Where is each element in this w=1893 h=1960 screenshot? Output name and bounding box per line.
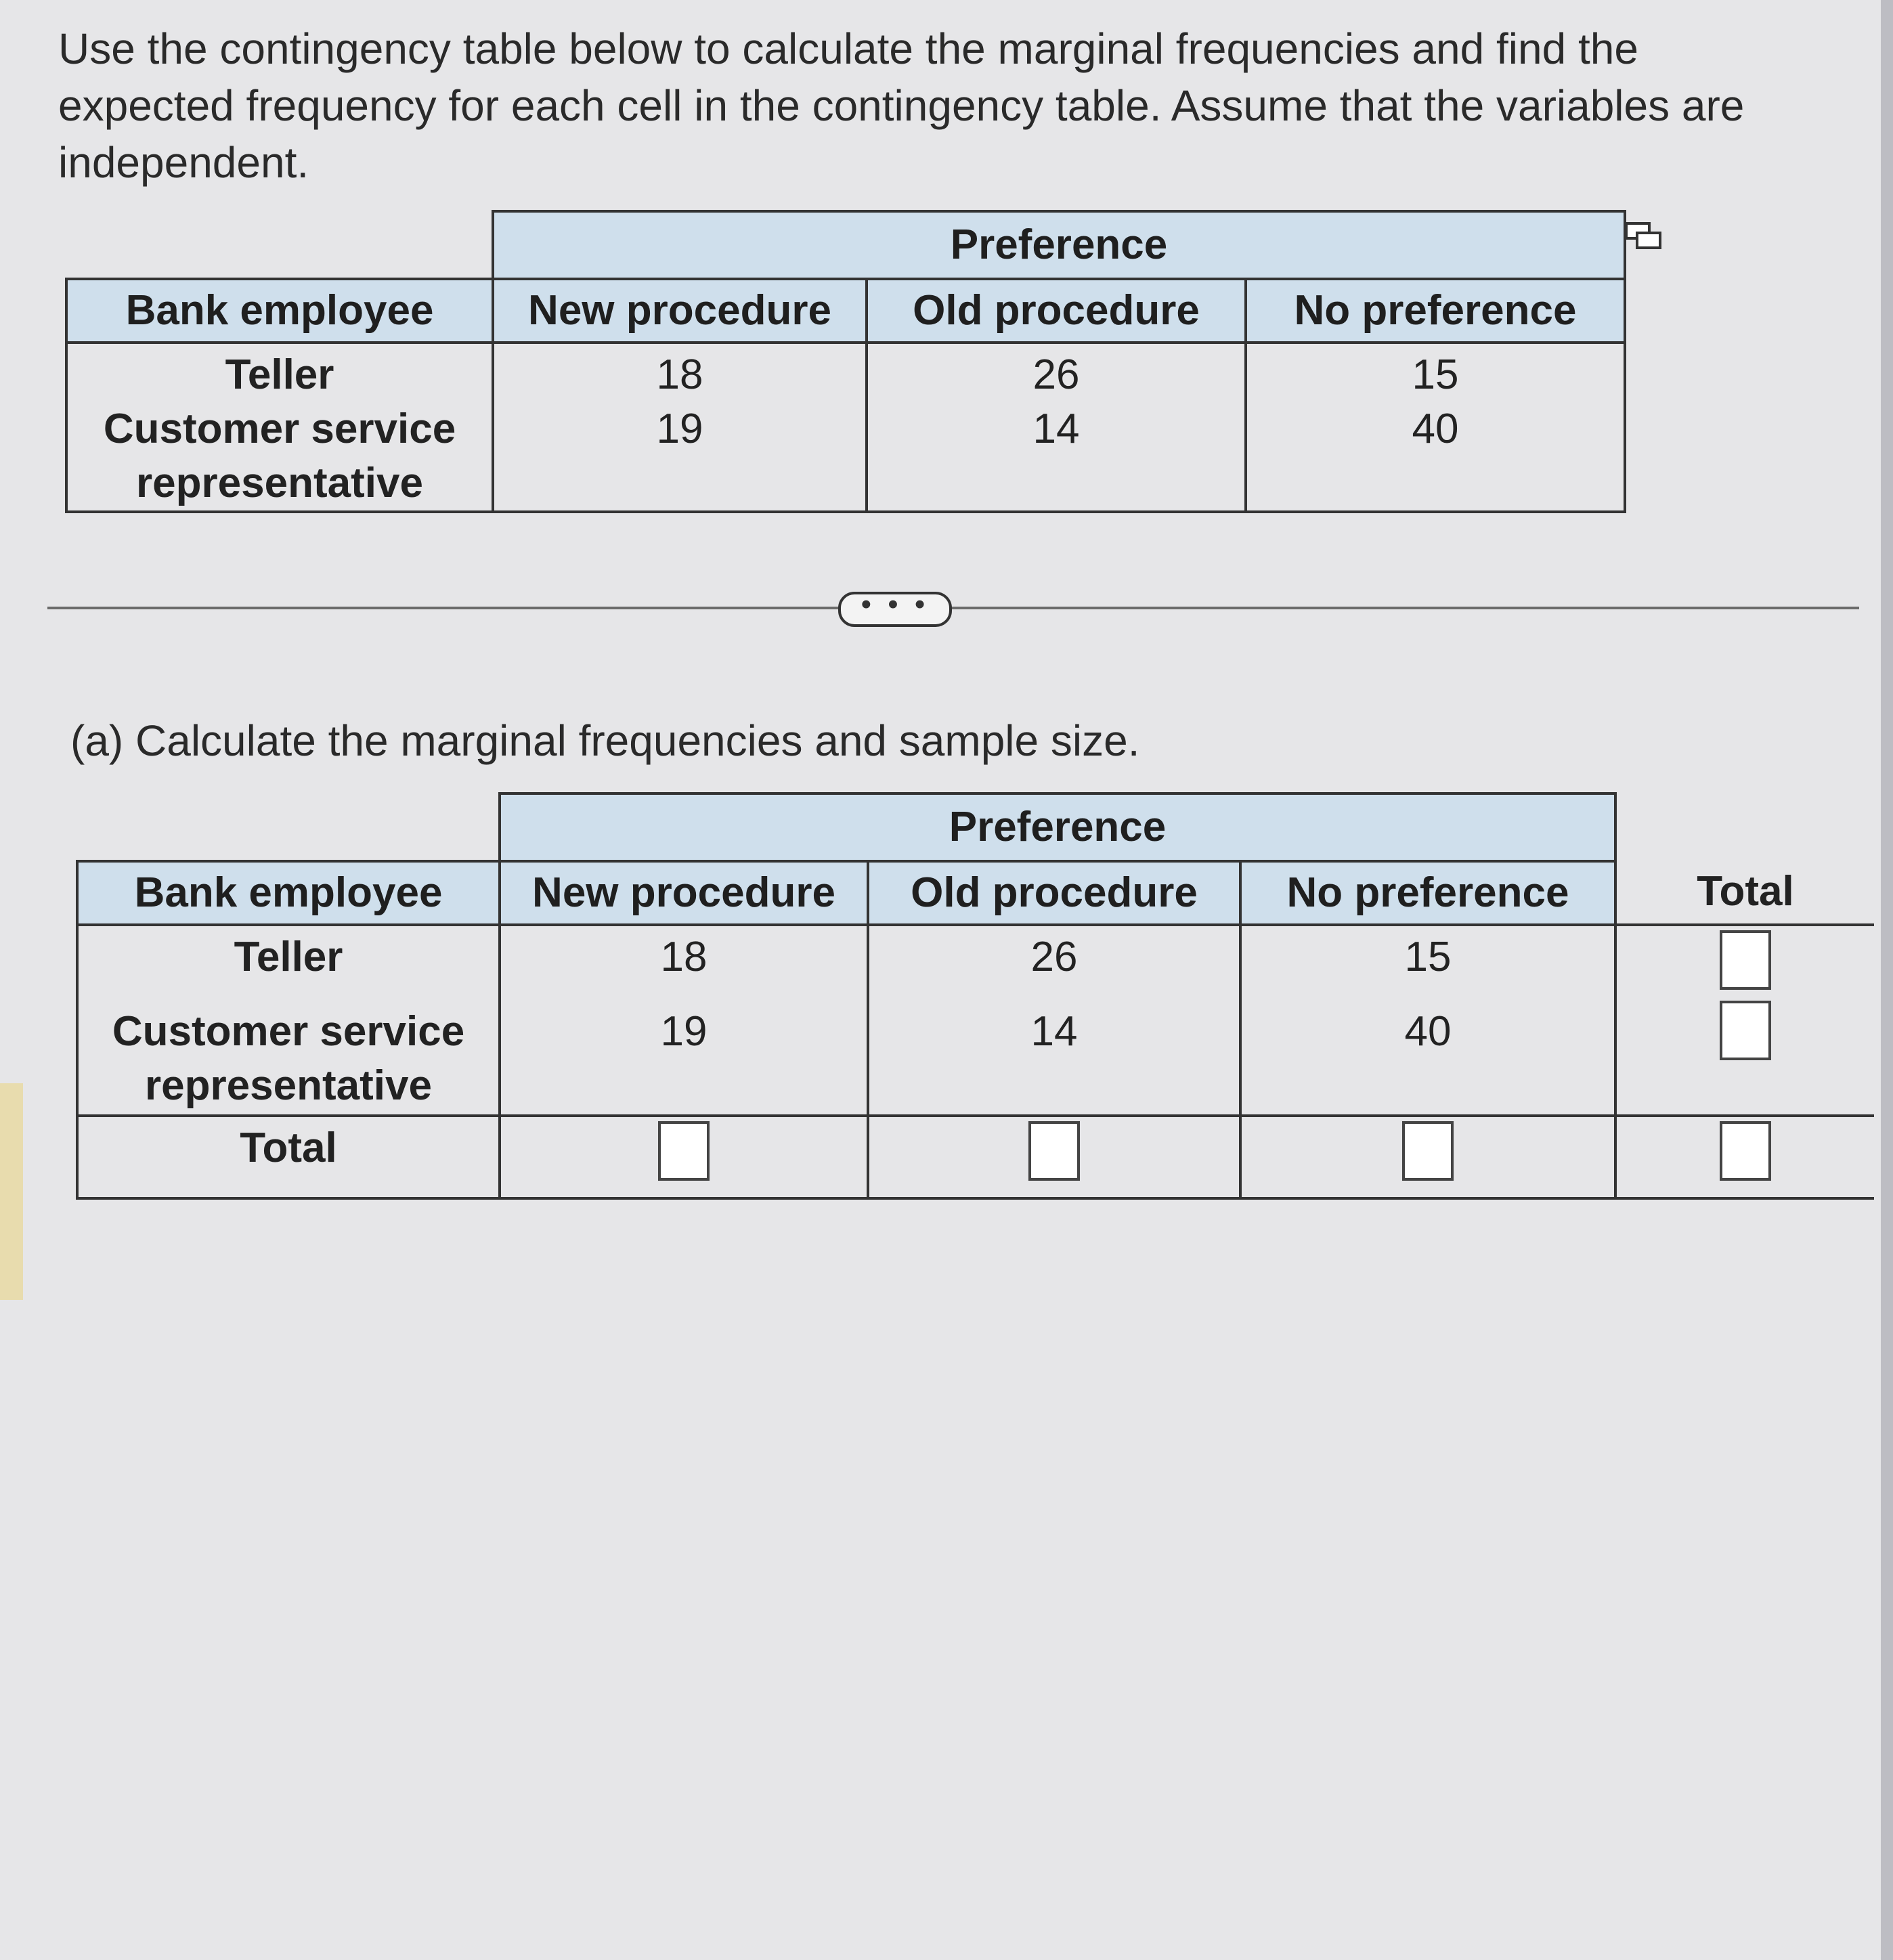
cell-teller-none: 15	[1412, 351, 1459, 398]
cell-csr-new: 19	[656, 406, 703, 452]
col-header-old-procedure-2: Old procedure	[868, 861, 1240, 925]
row-totals	[1615, 925, 1874, 1116]
no-preference-total-cell	[1240, 1116, 1615, 1198]
cell-csr-none-2: 40	[1404, 1008, 1452, 1055]
row-header-bank-employee: Bank employee	[66, 279, 493, 343]
col-header-new-procedure-2: New procedure	[500, 861, 868, 925]
expand-more-button[interactable]: • • •	[838, 592, 952, 627]
cell-csr-new-2: 19	[660, 1008, 708, 1055]
cell-teller-old-2: 26	[1030, 934, 1078, 980]
row-labels-2	[77, 925, 500, 1116]
values-old-procedure-2	[868, 925, 1240, 1116]
teller-total-input[interactable]	[1720, 930, 1771, 990]
screen-edge	[1881, 0, 1893, 1960]
col-header-old-procedure: Old procedure	[867, 279, 1246, 343]
cell-csr-none: 40	[1412, 406, 1459, 452]
col-header-no-preference-2: No preference	[1240, 861, 1615, 925]
row-label-teller: Teller	[225, 351, 334, 398]
csr-total-input[interactable]	[1720, 1001, 1771, 1060]
cell-teller-new: 18	[656, 351, 703, 398]
col-header-new-procedure: New procedure	[493, 279, 867, 343]
sample-size-input[interactable]	[1720, 1121, 1771, 1181]
col-header-no-preference: No preference	[1246, 279, 1625, 343]
row-labels	[66, 343, 493, 512]
new-procedure-total-cell	[500, 1116, 868, 1198]
section-divider	[47, 607, 1859, 609]
row-label-total: Total	[77, 1116, 500, 1198]
grand-total-cell	[1615, 1116, 1874, 1198]
preference-group-header-2: Preference	[500, 793, 1615, 861]
side-accent-strip	[0, 1083, 23, 1300]
values-no-preference-2	[1240, 925, 1615, 1116]
contingency-table-given	[65, 210, 1626, 513]
cell-teller-none-2: 15	[1404, 934, 1452, 980]
part-a-prompt: (a) Calculate the marginal frequencies and sample size.	[70, 716, 1140, 765]
row-header-bank-employee-2: Bank employee	[77, 861, 500, 925]
values-no-preference	[1246, 343, 1625, 512]
values-new-procedure	[493, 343, 867, 512]
col-header-total: Total	[1615, 861, 1874, 925]
old-procedure-total-cell	[868, 1116, 1240, 1198]
values-old-procedure	[867, 343, 1246, 512]
old-procedure-total-input[interactable]	[1028, 1121, 1080, 1181]
preference-group-header: Preference	[493, 211, 1625, 279]
new-procedure-total-input[interactable]	[658, 1121, 710, 1181]
cell-csr-old: 14	[1032, 406, 1080, 452]
row-label-teller-2: Teller	[234, 934, 343, 980]
contingency-table-answer	[76, 792, 1874, 1200]
copy-data-icon[interactable]	[1624, 221, 1663, 252]
cell-teller-old: 26	[1032, 351, 1080, 398]
row-label-csr: Customer service representative	[103, 406, 456, 506]
question-text: Use the contingency table below to calculate the marginal frequencies and find the expected frequency for each cell in the contingency table. Assume that the variables are independent.	[58, 24, 1745, 187]
cell-csr-old-2: 14	[1030, 1008, 1078, 1055]
row-label-csr-2: Customer service representative	[112, 1008, 465, 1109]
cell-teller-new-2: 18	[660, 934, 708, 980]
no-preference-total-input[interactable]	[1402, 1121, 1454, 1181]
values-new-procedure-2	[500, 925, 868, 1116]
